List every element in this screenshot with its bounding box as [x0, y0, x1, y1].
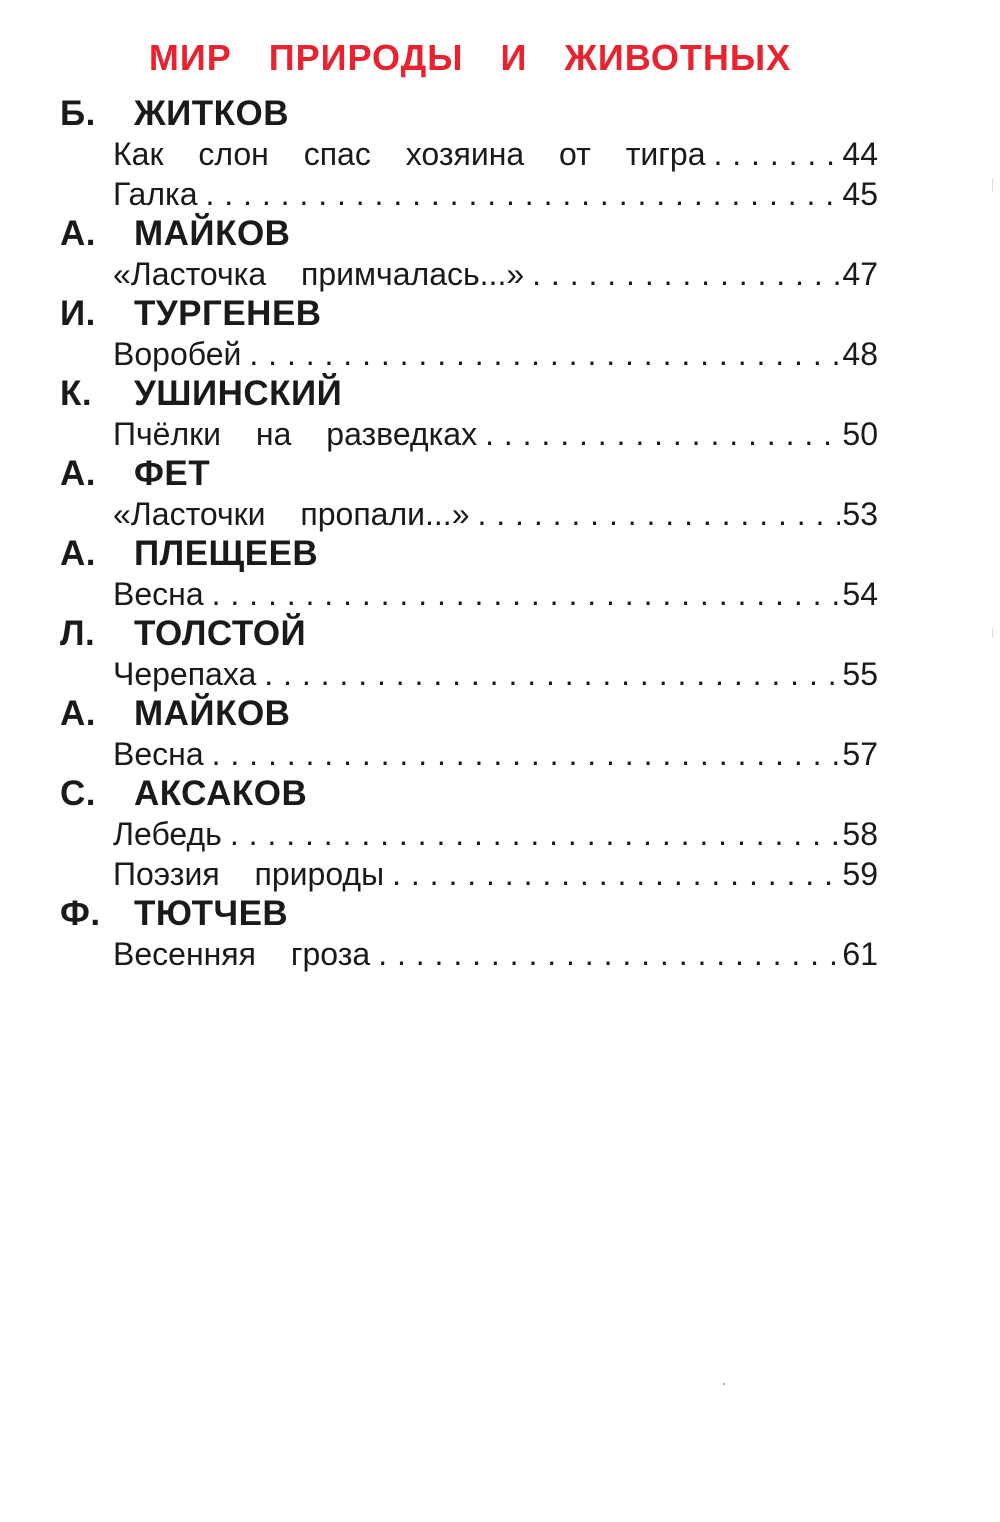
entry-title: Весенняя гроза	[113, 936, 371, 972]
table-of-contents	[0, 94, 1000, 974]
toc-entry[interactable]	[113, 414, 878, 454]
entry-page-number: 47	[842, 256, 878, 292]
author-heading	[0, 694, 1000, 734]
author-name: МАЙКОВ	[134, 214, 291, 253]
toc-entry[interactable]	[113, 174, 878, 214]
section-title: МИР ПРИРОДЫ И ЖИВОТНЫХ	[148, 37, 792, 78]
entry-title: «Ласточки пропали...»	[113, 496, 470, 532]
entry-title: Черепаха	[113, 656, 257, 692]
entry-page-number: 61	[842, 936, 878, 972]
author-initial: А.	[60, 694, 96, 733]
toc-entry[interactable]	[113, 654, 878, 694]
entry-page-number: 50	[842, 416, 878, 452]
toc-entry[interactable]	[113, 814, 878, 854]
entry-title: Весна	[113, 736, 204, 772]
leader-dots	[713, 134, 840, 174]
entry-title: Воробей	[113, 336, 242, 372]
leader-dots	[392, 854, 840, 894]
paper-speck	[723, 1383, 725, 1385]
author-heading	[0, 774, 1000, 814]
entry-title: Весна	[113, 576, 204, 612]
toc-entry[interactable]	[113, 574, 878, 614]
author-name: УШИНСКИЙ	[134, 374, 343, 413]
toc-entry[interactable]	[113, 134, 878, 174]
author-initial: К.	[60, 374, 93, 413]
leader-dots	[249, 334, 840, 374]
entry-page-number: 59	[842, 856, 878, 892]
paper-speck	[992, 178, 993, 192]
toc-entry[interactable]	[113, 854, 878, 894]
author-name: ТУРГЕНЕВ	[134, 294, 322, 333]
entry-page-number: 45	[842, 176, 878, 212]
leader-dots	[378, 934, 840, 974]
author-heading	[0, 294, 1000, 334]
entry-page-number: 57	[842, 736, 878, 772]
author-initial: И.	[60, 294, 96, 333]
author-initial: А.	[60, 454, 96, 493]
paper-speck	[992, 628, 993, 638]
entry-title: Пчёлки на разведках	[113, 416, 478, 452]
leader-dots	[532, 254, 840, 294]
author-initial: А.	[60, 214, 96, 253]
author-heading	[0, 534, 1000, 574]
author-heading	[0, 374, 1000, 414]
author-name: ТОЛСТОЙ	[134, 614, 307, 653]
leader-dots	[206, 174, 841, 214]
entry-page-number: 58	[842, 816, 878, 852]
author-initial: А.	[60, 534, 96, 573]
leader-dots	[230, 814, 841, 854]
leader-dots	[264, 654, 840, 694]
author-initial: Б.	[60, 94, 96, 133]
author-heading	[0, 614, 1000, 654]
author-heading	[0, 454, 1000, 494]
toc-entry[interactable]	[113, 334, 878, 374]
entry-title: Лебедь	[113, 816, 222, 852]
entry-title: Поэзия природы	[113, 856, 385, 892]
entry-page-number: 44	[842, 136, 878, 172]
leader-dots	[477, 494, 840, 534]
author-initial: С.	[60, 774, 96, 813]
author-heading	[0, 94, 1000, 134]
entry-page-number: 55	[842, 656, 878, 692]
author-initial: Ф.	[60, 894, 101, 933]
toc-entry[interactable]	[113, 254, 878, 294]
author-heading	[0, 894, 1000, 934]
author-name: ПЛЕЩЕЕВ	[134, 534, 319, 573]
entry-title: Галка	[113, 176, 198, 212]
leader-dots	[212, 574, 841, 614]
author-name: ТЮТЧЕВ	[134, 894, 289, 933]
author-name: ЖИТКОВ	[134, 94, 290, 133]
author-heading	[0, 214, 1000, 254]
toc-entry[interactable]	[113, 494, 878, 534]
author-name: ФЕТ	[134, 454, 211, 493]
entry-page-number: 54	[842, 576, 878, 612]
toc-entry[interactable]	[113, 734, 878, 774]
author-initial: Л.	[60, 614, 96, 653]
leader-dots	[485, 414, 840, 454]
leader-dots	[212, 734, 841, 774]
author-name: МАЙКОВ	[134, 694, 291, 733]
entry-page-number: 48	[842, 336, 878, 372]
toc-entry[interactable]	[113, 934, 878, 974]
entry-title: «Ласточка примчалась...»	[113, 256, 525, 292]
entry-page-number: 53	[842, 496, 878, 532]
entry-title: Как слон спас хозяина от тигра	[113, 136, 706, 172]
author-name: АКСАКОВ	[134, 774, 308, 813]
